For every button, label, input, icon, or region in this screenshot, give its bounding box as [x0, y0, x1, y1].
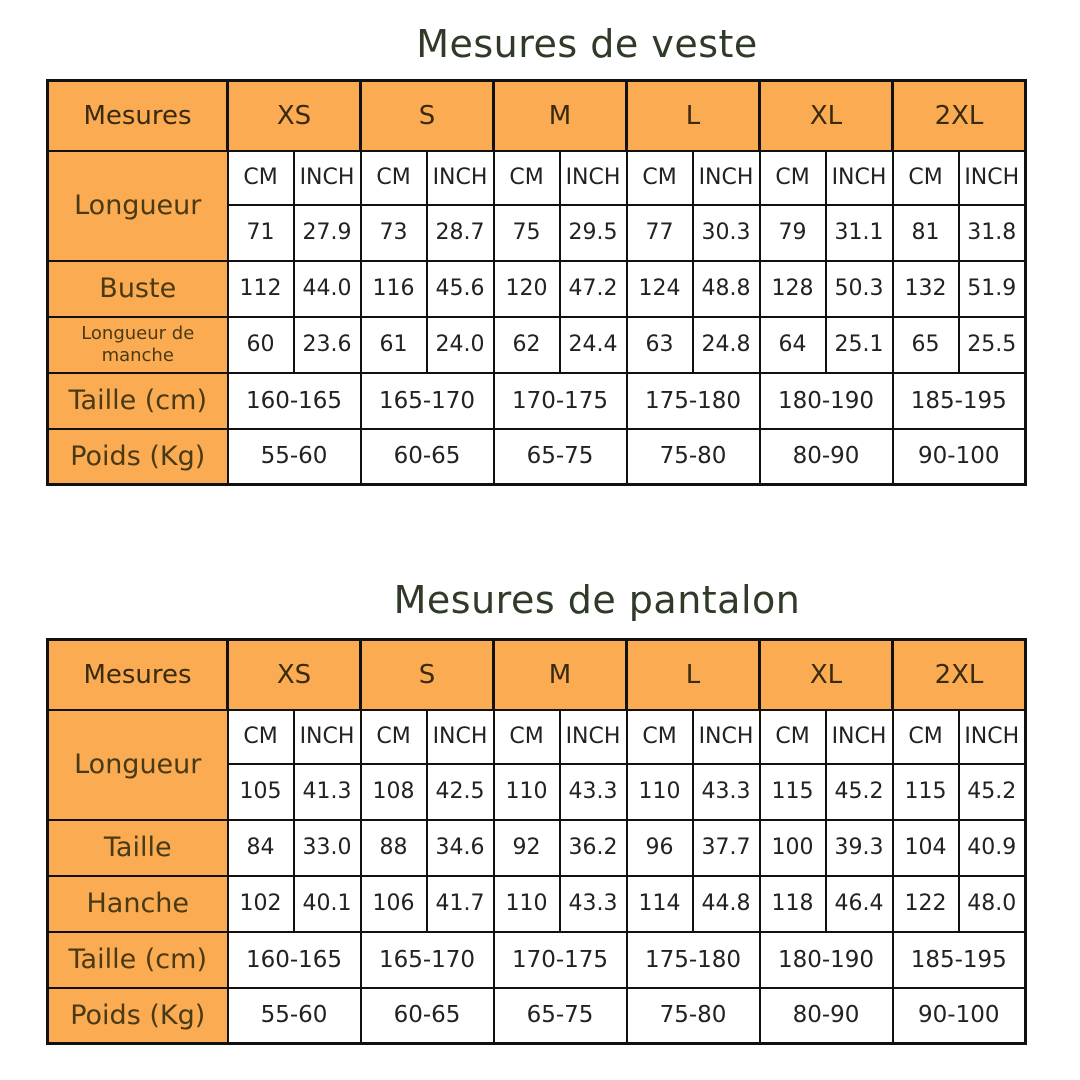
- cell-cm: 116: [361, 261, 427, 317]
- size-xs: XS: [228, 81, 361, 151]
- cell-cm: 112: [228, 261, 294, 317]
- size-l: L: [627, 640, 760, 710]
- cell-inch: 24.8: [693, 317, 760, 373]
- cell-inch: 50.3: [826, 261, 893, 317]
- cell-inch: 48.8: [693, 261, 760, 317]
- cell-cm: 120: [494, 261, 560, 317]
- cell-inch: 36.2: [560, 820, 627, 876]
- size-2xl: 2XL: [893, 81, 1026, 151]
- unit-cm: CM: [228, 710, 294, 764]
- cell-range: 180-190: [760, 373, 893, 429]
- cell-cm: 118: [760, 876, 826, 932]
- cell-range: 160-165: [228, 373, 361, 429]
- cell-range: 165-170: [361, 932, 494, 988]
- header-row: [48, 81, 1026, 151]
- row-label-taille_cm: Taille (cm): [48, 373, 228, 429]
- cell-inch: 33.0: [294, 820, 361, 876]
- size-xl: XL: [760, 81, 893, 151]
- cell-cm: 110: [627, 764, 693, 820]
- cell-inch: 25.5: [959, 317, 1026, 373]
- cell-inch: 45.2: [959, 764, 1026, 820]
- size-s: S: [361, 640, 494, 710]
- header-label: Mesures: [48, 81, 228, 151]
- unit-cm: CM: [494, 151, 560, 205]
- unit-inch: INCH: [427, 710, 494, 764]
- table-row: [48, 373, 1026, 429]
- cell-cm: 77: [627, 205, 693, 261]
- cell-range: 90-100: [893, 988, 1026, 1044]
- cell-inch: 23.6: [294, 317, 361, 373]
- cell-inch: 24.0: [427, 317, 494, 373]
- cell-cm: 124: [627, 261, 693, 317]
- unit-inch: INCH: [427, 151, 494, 205]
- cell-inch: 37.7: [693, 820, 760, 876]
- cell-cm: 100: [760, 820, 826, 876]
- size-xl: XL: [760, 640, 893, 710]
- table-row: [48, 317, 1026, 373]
- unit-row: [48, 710, 1026, 764]
- cell-range: 80-90: [760, 988, 893, 1044]
- cell-range: 175-180: [627, 932, 760, 988]
- unit-row: [48, 151, 1026, 205]
- cell-range: 65-75: [494, 429, 627, 485]
- table-row: [48, 932, 1026, 988]
- cell-inch: 43.3: [693, 764, 760, 820]
- cell-cm: 108: [361, 764, 427, 820]
- cell-cm: 60: [228, 317, 294, 373]
- cell-inch: 44.8: [693, 876, 760, 932]
- cell-inch: 40.1: [294, 876, 361, 932]
- cell-inch: 30.3: [693, 205, 760, 261]
- cell-inch: 25.1: [826, 317, 893, 373]
- jacket-title: Mesures de veste: [416, 22, 758, 66]
- pants-size-table: [46, 638, 1027, 1045]
- cell-cm: 114: [627, 876, 693, 932]
- size-l: L: [627, 81, 760, 151]
- cell-inch: 46.4: [826, 876, 893, 932]
- cell-inch: 45.6: [427, 261, 494, 317]
- header-label: Mesures: [48, 640, 228, 710]
- unit-inch: INCH: [294, 710, 361, 764]
- table-row: [48, 876, 1026, 932]
- cell-range: 55-60: [228, 429, 361, 485]
- cell-cm: 79: [760, 205, 826, 261]
- row-label-poids: Poids (Kg): [48, 988, 228, 1044]
- cell-range: 75-80: [627, 429, 760, 485]
- cell-cm: 61: [361, 317, 427, 373]
- cell-cm: 62: [494, 317, 560, 373]
- cell-cm: 88: [361, 820, 427, 876]
- unit-cm: CM: [893, 710, 959, 764]
- cell-inch: 29.5: [560, 205, 627, 261]
- cell-range: 165-170: [361, 373, 494, 429]
- cell-cm: 71: [228, 205, 294, 261]
- unit-cm: CM: [494, 710, 560, 764]
- cell-cm: 106: [361, 876, 427, 932]
- size-m: M: [494, 81, 627, 151]
- cell-cm: 132: [893, 261, 959, 317]
- pants-title: Mesures de pantalon: [393, 578, 801, 622]
- cell-cm: 81: [893, 205, 959, 261]
- unit-inch: INCH: [826, 151, 893, 205]
- row-label-hanche: Hanche: [48, 876, 228, 932]
- cell-cm: 92: [494, 820, 560, 876]
- cell-inch: 45.2: [826, 764, 893, 820]
- row-label-poids: Poids (Kg): [48, 429, 228, 485]
- row-label-taille_cm: Taille (cm): [48, 932, 228, 988]
- cell-cm: 115: [893, 764, 959, 820]
- unit-cm: CM: [760, 151, 826, 205]
- cell-range: 60-65: [361, 988, 494, 1044]
- cell-inch: 27.9: [294, 205, 361, 261]
- cell-range: 160-165: [228, 932, 361, 988]
- cell-range: 185-195: [893, 373, 1026, 429]
- size-xs: XS: [228, 640, 361, 710]
- cell-range: 60-65: [361, 429, 494, 485]
- row-label-longueur: Longueur: [48, 151, 228, 261]
- cell-inch: 34.6: [427, 820, 494, 876]
- unit-cm: CM: [627, 710, 693, 764]
- unit-inch: INCH: [560, 710, 627, 764]
- cell-inch: 47.2: [560, 261, 627, 317]
- cell-inch: 40.9: [959, 820, 1026, 876]
- cell-inch: 31.8: [959, 205, 1026, 261]
- cell-range: 185-195: [893, 932, 1026, 988]
- cell-cm: 65: [893, 317, 959, 373]
- header-row: [48, 640, 1026, 710]
- cell-inch: 43.3: [560, 876, 627, 932]
- size-s: S: [361, 81, 494, 151]
- table-row: [48, 261, 1026, 317]
- cell-cm: 110: [494, 876, 560, 932]
- cell-range: 170-175: [494, 932, 627, 988]
- unit-inch: INCH: [693, 151, 760, 205]
- cell-cm: 102: [228, 876, 294, 932]
- size-2xl: 2XL: [893, 640, 1026, 710]
- jacket-size-table: [46, 79, 1027, 486]
- cell-cm: 63: [627, 317, 693, 373]
- cell-inch: 31.1: [826, 205, 893, 261]
- unit-cm: CM: [627, 151, 693, 205]
- cell-cm: 64: [760, 317, 826, 373]
- cell-inch: 41.3: [294, 764, 361, 820]
- unit-cm: CM: [228, 151, 294, 205]
- unit-inch: INCH: [560, 151, 627, 205]
- row-label-taille: Taille: [48, 820, 228, 876]
- unit-cm: CM: [760, 710, 826, 764]
- unit-inch: INCH: [826, 710, 893, 764]
- size-m: M: [494, 640, 627, 710]
- unit-cm: CM: [361, 710, 427, 764]
- unit-inch: INCH: [294, 151, 361, 205]
- cell-cm: 105: [228, 764, 294, 820]
- cell-range: 75-80: [627, 988, 760, 1044]
- unit-inch: INCH: [959, 151, 1026, 205]
- cell-range: 170-175: [494, 373, 627, 429]
- cell-cm: 96: [627, 820, 693, 876]
- cell-cm: 110: [494, 764, 560, 820]
- table-row: [48, 820, 1026, 876]
- unit-inch: INCH: [959, 710, 1026, 764]
- cell-inch: 51.9: [959, 261, 1026, 317]
- cell-inch: 24.4: [560, 317, 627, 373]
- cell-range: 55-60: [228, 988, 361, 1044]
- cell-range: 90-100: [893, 429, 1026, 485]
- cell-range: 175-180: [627, 373, 760, 429]
- cell-inch: 48.0: [959, 876, 1026, 932]
- cell-inch: 42.5: [427, 764, 494, 820]
- cell-inch: 39.3: [826, 820, 893, 876]
- cell-cm: 73: [361, 205, 427, 261]
- cell-inch: 43.3: [560, 764, 627, 820]
- cell-cm: 122: [893, 876, 959, 932]
- table-row: [48, 988, 1026, 1044]
- cell-inch: 41.7: [427, 876, 494, 932]
- cell-range: 65-75: [494, 988, 627, 1044]
- cell-range: 180-190: [760, 932, 893, 988]
- row-label-manche: Longueur de manche: [48, 317, 228, 373]
- row-label-buste: Buste: [48, 261, 228, 317]
- cell-inch: 44.0: [294, 261, 361, 317]
- unit-inch: INCH: [693, 710, 760, 764]
- cell-range: 80-90: [760, 429, 893, 485]
- cell-cm: 104: [893, 820, 959, 876]
- cell-cm: 115: [760, 764, 826, 820]
- table-row: [48, 429, 1026, 485]
- cell-cm: 84: [228, 820, 294, 876]
- unit-cm: CM: [893, 151, 959, 205]
- cell-cm: 75: [494, 205, 560, 261]
- cell-inch: 28.7: [427, 205, 494, 261]
- unit-cm: CM: [361, 151, 427, 205]
- row-label-longueur: Longueur: [48, 710, 228, 820]
- cell-cm: 128: [760, 261, 826, 317]
